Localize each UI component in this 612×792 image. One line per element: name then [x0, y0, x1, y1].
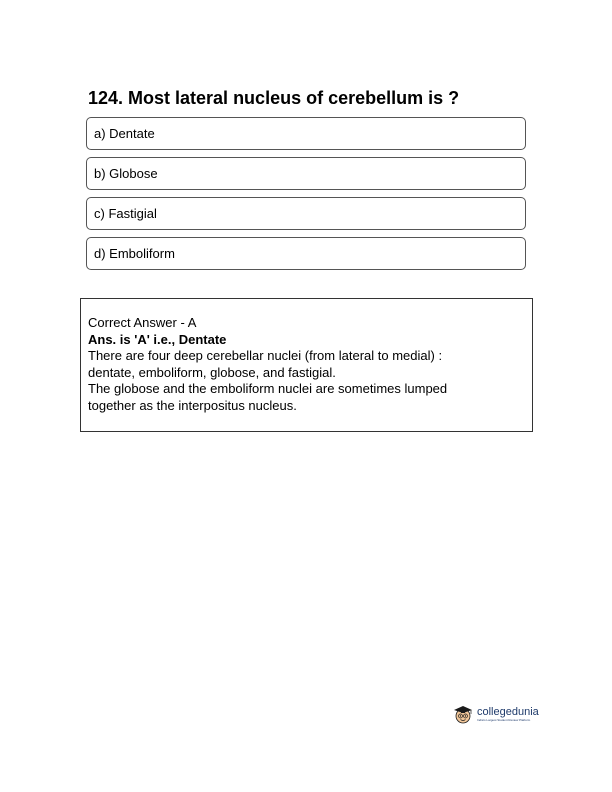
explanation-line-3: The globose and the emboliform nuclei are sometimes lumped	[88, 381, 448, 396]
correct-answer-label: Correct Answer - A	[88, 315, 197, 330]
logo-name: collegedunia	[477, 705, 539, 718]
mascot-graduate-icon	[452, 703, 474, 725]
explanation-line-4: together as the interpositus nucleus.	[88, 397, 297, 413]
option-c[interactable]: c) Fastigial	[86, 197, 526, 230]
question-title: 124. Most lateral nucleus of cerebellum is ?	[88, 88, 460, 108]
answer-heading: Ans. is 'A' i.e., Dentate	[88, 331, 227, 347]
collegedunia-logo	[452, 703, 539, 725]
explanation-line-2: dentate, emboliform, globose, and fastigial.	[88, 364, 336, 380]
option-b[interactable]: b) Globose	[86, 157, 526, 190]
logo-tagline: India's Largest Student Review Platform	[477, 717, 531, 722]
answer-explanation-box	[80, 298, 533, 432]
options-list	[86, 117, 526, 277]
option-a[interactable]: a) Dentate	[86, 117, 526, 150]
option-d[interactable]: d) Emboliform	[86, 237, 526, 270]
explanation-line-1: There are four deep cerebellar nuclei (from lateral to medial) :	[88, 348, 443, 363]
